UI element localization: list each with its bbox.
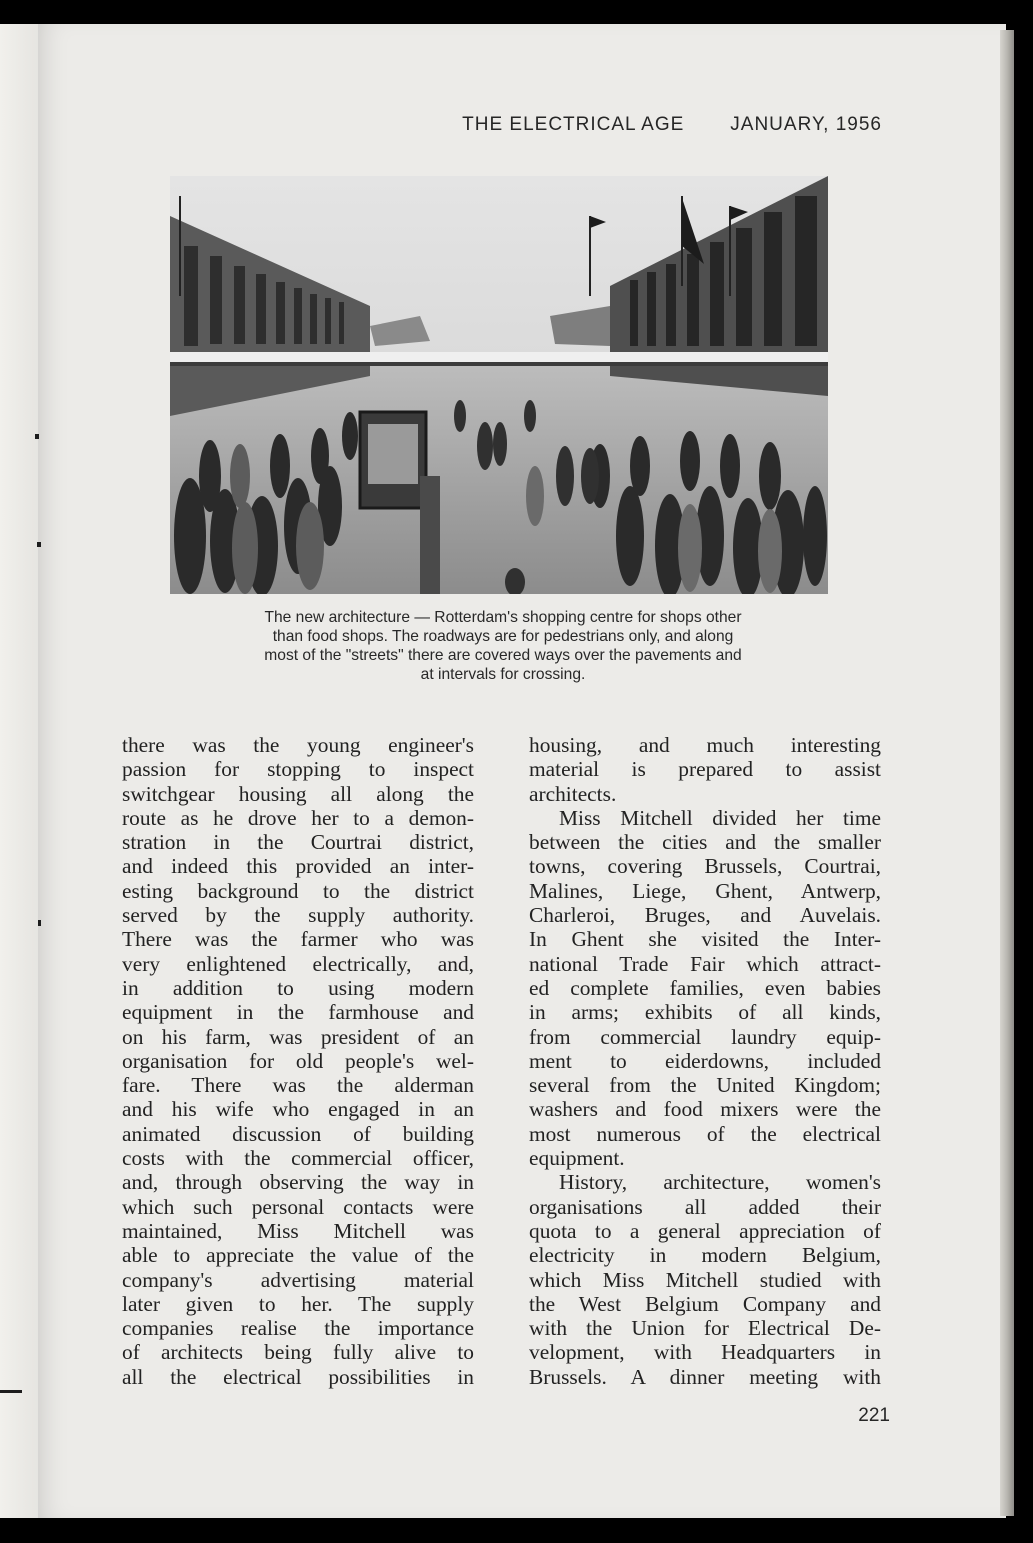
text-line: velopment, with Headquarters in bbox=[529, 1340, 881, 1365]
issue-date: JANUARY, 1956 bbox=[730, 114, 882, 135]
text-line: architects. bbox=[529, 781, 617, 806]
canopy-shadow bbox=[170, 362, 828, 366]
text-line: and, through observing the way in bbox=[122, 1170, 474, 1195]
text-line: ed complete families, even babies bbox=[529, 975, 881, 1000]
text-line: towns, covering Brussels, Courtrai, bbox=[529, 854, 881, 879]
text-line: companies realise the importance bbox=[122, 1316, 474, 1341]
caption-line: at intervals for crossing. bbox=[420, 666, 586, 683]
text-line: animated discussion of building bbox=[122, 1121, 474, 1146]
running-head bbox=[400, 114, 882, 140]
page-number: 221 bbox=[858, 1405, 890, 1426]
text-line: able to appreciate the value of the bbox=[122, 1243, 474, 1268]
text-line: route as he drove her to a demon- bbox=[122, 805, 474, 830]
text-line: very enlightened electrically, and, bbox=[122, 951, 474, 976]
text-line: material is prepared to assist bbox=[529, 757, 881, 782]
text-line: History, architecture, women's bbox=[559, 1170, 881, 1195]
text-line: Brussels. A dinner meeting with bbox=[529, 1364, 881, 1389]
text-line: there was the young engineer's bbox=[122, 733, 474, 757]
photograph-rotterdam-shopping-centre bbox=[170, 176, 828, 594]
photo-caption bbox=[176, 608, 830, 684]
text-line: of architects being fully alive to bbox=[122, 1340, 474, 1365]
publication-title: THE ELECTRICAL AGE bbox=[462, 114, 685, 135]
text-line: Miss Mitchell divided her time bbox=[559, 805, 881, 830]
binding-mark bbox=[0, 1390, 22, 1393]
text-line: and his wife who engaged in an bbox=[122, 1097, 474, 1122]
text-line: in addition to using modern bbox=[122, 975, 474, 1000]
body-column-left bbox=[122, 733, 474, 1389]
text-line: served by the supply authority. bbox=[122, 903, 474, 928]
left-page-edge bbox=[0, 24, 38, 1518]
text-line: equipment in the farmhouse and bbox=[122, 1000, 474, 1025]
text-line: maintained, Miss Mitchell was bbox=[122, 1218, 474, 1243]
binding-mark bbox=[37, 542, 41, 547]
text-line: national Trade Fair which attract- bbox=[529, 951, 881, 976]
planter bbox=[420, 476, 440, 594]
display-case-glass bbox=[368, 424, 418, 484]
text-line: and indeed this provided an inter- bbox=[122, 854, 474, 879]
text-line: esting background to the district bbox=[122, 878, 474, 903]
covered-crossing bbox=[170, 352, 828, 362]
text-line: which such personal contacts were bbox=[122, 1194, 474, 1219]
text-line: most numerous of the electrical bbox=[529, 1121, 881, 1146]
text-line: equipment. bbox=[529, 1146, 625, 1171]
text-line: electricity in modern Belgium, bbox=[529, 1243, 881, 1268]
text-line: the West Belgium Company and bbox=[529, 1291, 881, 1316]
text-line: which Miss Mitchell studied with bbox=[529, 1267, 881, 1292]
text-line: on his farm, was president of an bbox=[122, 1024, 474, 1049]
body-column-right bbox=[529, 733, 881, 1389]
text-line: later given to her. The supply bbox=[122, 1291, 474, 1316]
binding-mark bbox=[35, 434, 39, 439]
text-line: switchgear housing all along the bbox=[122, 781, 474, 806]
text-line: between the cities and the smaller bbox=[529, 830, 881, 855]
text-line: in arms; exhibits of all kinds, bbox=[529, 1000, 881, 1025]
text-line: all the electrical possibilities in bbox=[122, 1364, 474, 1389]
text-line: organisation for old people's wel- bbox=[122, 1048, 474, 1073]
text-line: There was the farmer who was bbox=[122, 927, 474, 952]
text-line: several from the United Kingdom; bbox=[529, 1073, 881, 1098]
caption-line: most of the "streets" there are covered ways over the pavements and bbox=[264, 647, 742, 664]
text-line: costs with the commercial officer, bbox=[122, 1146, 474, 1171]
caption-line: The new architecture — Rotterdam's shopping centre for shops other bbox=[264, 609, 742, 626]
text-line: housing, and much interesting bbox=[529, 733, 881, 757]
text-line: from commercial laundry equip- bbox=[529, 1024, 881, 1049]
text-line: passion for stopping to inspect bbox=[122, 757, 474, 782]
caption-line: than food shops. The roadways are for pedestrians only, and along bbox=[272, 628, 734, 645]
text-line: organisations all added their bbox=[529, 1194, 881, 1219]
photo-illustration bbox=[170, 176, 828, 594]
text-line: fare. There was the alderman bbox=[122, 1073, 474, 1098]
text-line: company's advertising material bbox=[122, 1267, 474, 1292]
text-line: washers and food mixers were the bbox=[529, 1097, 881, 1122]
text-line: Charleroi, Bruges, and Auvelais. bbox=[529, 903, 881, 928]
text-line: Malines, Liege, Ghent, Antwerp, bbox=[529, 878, 881, 903]
text-line: quota to a general appreciation of bbox=[529, 1218, 881, 1243]
text-line: ment to eiderdowns, included bbox=[529, 1048, 881, 1073]
binding-mark bbox=[38, 920, 41, 926]
text-line: In Ghent she visited the Inter- bbox=[529, 927, 881, 952]
text-line: with the Union for Electrical De- bbox=[529, 1316, 881, 1341]
page-fore-edge bbox=[1000, 30, 1014, 1516]
text-line: stration in the Courtrai district, bbox=[122, 830, 474, 855]
